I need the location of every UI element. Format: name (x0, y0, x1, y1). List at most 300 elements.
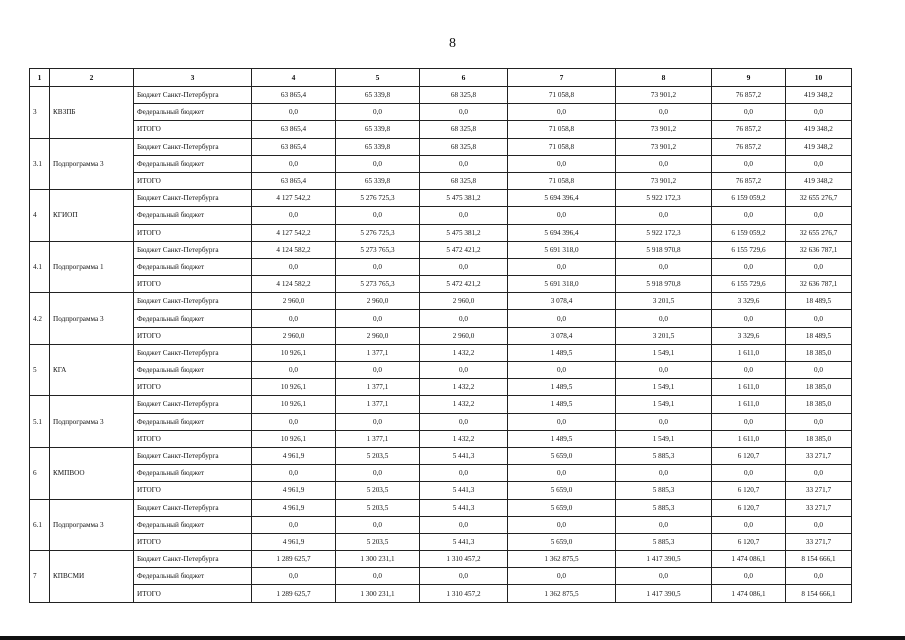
table-row (30, 482, 852, 499)
total-value-cell: 8 154 666,1 (786, 585, 852, 602)
value-cell: 1 432,2 (420, 344, 508, 361)
value-cell: 0,0 (252, 568, 336, 585)
value-cell: 0,0 (508, 413, 616, 430)
funding-source: ИТОГО (134, 276, 252, 293)
value-cell: 0,0 (508, 104, 616, 121)
value-cell: 0,0 (252, 465, 336, 482)
funding-source: ИТОГО (134, 121, 252, 138)
total-value-cell: 0,0 (786, 362, 852, 379)
total-value-cell: 0,0 (786, 104, 852, 121)
value-cell: 0,0 (420, 104, 508, 121)
value-cell: 0,0 (420, 258, 508, 275)
executor-name: Подпрограмма 3 (50, 138, 134, 190)
total-value-cell: 419 348,2 (786, 138, 852, 155)
table-row (30, 190, 852, 207)
table-row (30, 396, 852, 413)
value-cell: 0,0 (420, 310, 508, 327)
funding-source: Федеральный бюджет (134, 310, 252, 327)
value-cell: 5 918 970,8 (616, 276, 712, 293)
value-cell: 1 611,0 (712, 430, 786, 447)
funding-source: Бюджет Санкт-Петербурга (134, 138, 252, 155)
value-cell: 1 417 390,5 (616, 551, 712, 568)
value-cell: 63 865,4 (252, 138, 336, 155)
executor-name: КПВСМИ (50, 551, 134, 603)
value-cell: 5 276 725,3 (336, 190, 420, 207)
value-cell: 1 300 231,1 (336, 585, 420, 602)
table-row (30, 155, 852, 172)
total-value-cell: 33 271,7 (786, 482, 852, 499)
executor-name: КГИОП (50, 190, 134, 242)
value-cell: 4 961,9 (252, 499, 336, 516)
table-row (30, 276, 852, 293)
value-cell: 3 329,6 (712, 327, 786, 344)
total-value-cell: 32 636 787,1 (786, 276, 852, 293)
funding-source: Бюджет Санкт-Петербурга (134, 241, 252, 258)
executor-name: КГА (50, 344, 134, 396)
table-row (30, 138, 852, 155)
table-row (30, 379, 852, 396)
value-cell: 0,0 (252, 104, 336, 121)
value-cell: 1 549,1 (616, 344, 712, 361)
value-cell: 3 201,5 (616, 293, 712, 310)
funding-source: ИТОГО (134, 379, 252, 396)
value-cell: 0,0 (336, 413, 420, 430)
funding-source: ИТОГО (134, 172, 252, 189)
value-cell: 0,0 (508, 465, 616, 482)
value-cell: 6 120,7 (712, 499, 786, 516)
value-cell: 65 339,8 (336, 138, 420, 155)
value-cell: 63 865,4 (252, 121, 336, 138)
value-cell: 73 901,2 (616, 138, 712, 155)
value-cell: 0,0 (252, 362, 336, 379)
table-row (30, 224, 852, 241)
value-cell: 5 441,3 (420, 447, 508, 464)
total-value-cell: 33 271,7 (786, 499, 852, 516)
item-number: 6 (30, 447, 50, 499)
value-cell: 73 901,2 (616, 121, 712, 138)
value-cell: 5 922 172,3 (616, 224, 712, 241)
value-cell: 6 120,7 (712, 447, 786, 464)
table-row (30, 465, 852, 482)
funding-source: Бюджет Санкт-Петербурга (134, 396, 252, 413)
item-number: 5.1 (30, 396, 50, 448)
value-cell: 2 960,0 (336, 327, 420, 344)
value-cell: 0,0 (508, 258, 616, 275)
item-number: 4.1 (30, 241, 50, 293)
table-row (30, 241, 852, 258)
value-cell: 6 120,7 (712, 533, 786, 550)
value-cell: 3 078,4 (508, 327, 616, 344)
funding-source: ИТОГО (134, 430, 252, 447)
value-cell: 4 961,9 (252, 447, 336, 464)
column-header-4: 4 (252, 69, 336, 87)
value-cell: 1 611,0 (712, 344, 786, 361)
total-value-cell: 18 385,0 (786, 430, 852, 447)
value-cell: 0,0 (252, 207, 336, 224)
table-row (30, 121, 852, 138)
value-cell: 0,0 (616, 207, 712, 224)
value-cell: 0,0 (336, 362, 420, 379)
value-cell: 65 339,8 (336, 87, 420, 104)
value-cell: 5 659,0 (508, 447, 616, 464)
value-cell: 4 127 542,2 (252, 190, 336, 207)
funding-source: Федеральный бюджет (134, 258, 252, 275)
value-cell: 0,0 (420, 568, 508, 585)
value-cell: 0,0 (336, 258, 420, 275)
value-cell: 3 078,4 (508, 293, 616, 310)
value-cell: 5 691 318,0 (508, 276, 616, 293)
value-cell: 0,0 (616, 155, 712, 172)
header-row (30, 69, 852, 87)
value-cell: 3 201,5 (616, 327, 712, 344)
value-cell: 6 120,7 (712, 482, 786, 499)
value-cell: 5 441,3 (420, 499, 508, 516)
value-cell: 5 472 421,2 (420, 241, 508, 258)
value-cell: 5 691 318,0 (508, 241, 616, 258)
page-bottom-edge (0, 636, 905, 640)
value-cell: 1 489,5 (508, 344, 616, 361)
column-header-2: 2 (50, 69, 134, 87)
value-cell: 0,0 (616, 413, 712, 430)
value-cell: 0,0 (252, 413, 336, 430)
column-header-8: 8 (616, 69, 712, 87)
value-cell: 0,0 (712, 568, 786, 585)
funding-source: Федеральный бюджет (134, 104, 252, 121)
value-cell: 1 377,1 (336, 430, 420, 447)
total-value-cell: 419 348,2 (786, 172, 852, 189)
value-cell: 0,0 (252, 516, 336, 533)
value-cell: 0,0 (420, 207, 508, 224)
total-value-cell: 18 385,0 (786, 344, 852, 361)
column-header-10: 10 (786, 69, 852, 87)
value-cell: 10 926,1 (252, 430, 336, 447)
table-row (30, 293, 852, 310)
total-value-cell: 0,0 (786, 207, 852, 224)
value-cell: 4 124 582,2 (252, 241, 336, 258)
value-cell: 5 885,3 (616, 499, 712, 516)
value-cell: 1 489,5 (508, 396, 616, 413)
value-cell: 0,0 (712, 104, 786, 121)
value-cell: 0,0 (712, 155, 786, 172)
value-cell: 5 885,3 (616, 447, 712, 464)
value-cell: 0,0 (336, 155, 420, 172)
value-cell: 5 203,5 (336, 482, 420, 499)
value-cell: 73 901,2 (616, 87, 712, 104)
value-cell: 5 918 970,8 (616, 241, 712, 258)
value-cell: 1 300 231,1 (336, 551, 420, 568)
table-row (30, 258, 852, 275)
total-value-cell: 0,0 (786, 310, 852, 327)
total-value-cell: 18 385,0 (786, 396, 852, 413)
value-cell: 5 475 381,2 (420, 224, 508, 241)
value-cell: 5 922 172,3 (616, 190, 712, 207)
value-cell: 0,0 (336, 310, 420, 327)
value-cell: 0,0 (712, 516, 786, 533)
item-number: 4.2 (30, 293, 50, 345)
value-cell: 1 310 457,2 (420, 585, 508, 602)
value-cell: 5 475 381,2 (420, 190, 508, 207)
value-cell: 2 960,0 (336, 293, 420, 310)
value-cell: 0,0 (712, 413, 786, 430)
page-number: 8 (449, 36, 456, 51)
value-cell: 1 377,1 (336, 379, 420, 396)
value-cell: 63 865,4 (252, 87, 336, 104)
value-cell: 0,0 (508, 310, 616, 327)
value-cell: 1 362 875,5 (508, 585, 616, 602)
total-value-cell: 33 271,7 (786, 533, 852, 550)
value-cell: 0,0 (616, 465, 712, 482)
value-cell: 4 124 582,2 (252, 276, 336, 293)
table-row (30, 207, 852, 224)
value-cell: 71 058,8 (508, 87, 616, 104)
executor-name: Подпрограмма 3 (50, 499, 134, 551)
item-number: 7 (30, 551, 50, 603)
value-cell: 76 857,2 (712, 121, 786, 138)
value-cell: 1 611,0 (712, 396, 786, 413)
value-cell: 4 127 542,2 (252, 224, 336, 241)
total-value-cell: 18 489,5 (786, 293, 852, 310)
value-cell: 1 611,0 (712, 379, 786, 396)
column-header-6: 6 (420, 69, 508, 87)
value-cell: 76 857,2 (712, 87, 786, 104)
value-cell: 1 489,5 (508, 430, 616, 447)
value-cell: 0,0 (252, 155, 336, 172)
value-cell: 5 441,3 (420, 533, 508, 550)
value-cell: 2 960,0 (252, 293, 336, 310)
funding-source: Федеральный бюджет (134, 413, 252, 430)
table-row (30, 327, 852, 344)
table-row (30, 104, 852, 121)
value-cell: 0,0 (336, 104, 420, 121)
funding-source: ИТОГО (134, 482, 252, 499)
value-cell: 0,0 (336, 516, 420, 533)
total-value-cell: 0,0 (786, 516, 852, 533)
value-cell: 0,0 (420, 362, 508, 379)
executor-name: КВЗПБ (50, 87, 134, 139)
value-cell: 0,0 (252, 310, 336, 327)
value-cell: 0,0 (712, 207, 786, 224)
value-cell: 76 857,2 (712, 172, 786, 189)
funding-source: ИТОГО (134, 533, 252, 550)
value-cell: 5 273 765,3 (336, 276, 420, 293)
value-cell: 5 659,0 (508, 533, 616, 550)
total-value-cell: 18 489,5 (786, 327, 852, 344)
value-cell: 1 432,2 (420, 379, 508, 396)
value-cell: 5 203,5 (336, 447, 420, 464)
value-cell: 68 325,8 (420, 138, 508, 155)
item-number: 5 (30, 344, 50, 396)
value-cell: 6 155 729,6 (712, 241, 786, 258)
total-value-cell: 419 348,2 (786, 121, 852, 138)
table-row (30, 430, 852, 447)
table-row (30, 362, 852, 379)
value-cell: 0,0 (336, 568, 420, 585)
value-cell: 0,0 (508, 516, 616, 533)
value-cell: 0,0 (616, 104, 712, 121)
budget-table (29, 68, 852, 603)
value-cell: 68 325,8 (420, 87, 508, 104)
value-cell: 5 203,5 (336, 533, 420, 550)
value-cell: 0,0 (712, 310, 786, 327)
value-cell: 6 159 059,2 (712, 190, 786, 207)
funding-source: Бюджет Санкт-Петербурга (134, 499, 252, 516)
value-cell: 0,0 (336, 207, 420, 224)
value-cell: 6 159 059,2 (712, 224, 786, 241)
value-cell: 0,0 (508, 568, 616, 585)
column-header-5: 5 (336, 69, 420, 87)
value-cell: 0,0 (420, 465, 508, 482)
funding-source: ИТОГО (134, 585, 252, 602)
value-cell: 0,0 (712, 465, 786, 482)
value-cell: 5 472 421,2 (420, 276, 508, 293)
funding-source: Федеральный бюджет (134, 568, 252, 585)
value-cell: 1 310 457,2 (420, 551, 508, 568)
value-cell: 0,0 (420, 413, 508, 430)
table-row (30, 551, 852, 568)
table-row (30, 585, 852, 602)
funding-source: Бюджет Санкт-Петербурга (134, 293, 252, 310)
value-cell: 10 926,1 (252, 379, 336, 396)
value-cell: 76 857,2 (712, 138, 786, 155)
column-header-3: 3 (134, 69, 252, 87)
value-cell: 4 961,9 (252, 533, 336, 550)
value-cell: 65 339,8 (336, 121, 420, 138)
funding-source: ИТОГО (134, 224, 252, 241)
funding-source: Бюджет Санкт-Петербурга (134, 344, 252, 361)
funding-source: Федеральный бюджет (134, 516, 252, 533)
value-cell: 0,0 (252, 258, 336, 275)
table-row (30, 499, 852, 516)
value-cell: 5 885,3 (616, 482, 712, 499)
value-cell: 71 058,8 (508, 138, 616, 155)
total-value-cell: 0,0 (786, 465, 852, 482)
item-number: 3 (30, 87, 50, 139)
value-cell: 5 441,3 (420, 482, 508, 499)
value-cell: 0,0 (420, 155, 508, 172)
item-number: 6.1 (30, 499, 50, 551)
value-cell: 0,0 (420, 516, 508, 533)
funding-source: Бюджет Санкт-Петербурга (134, 447, 252, 464)
value-cell: 6 155 729,6 (712, 276, 786, 293)
table-row (30, 533, 852, 550)
value-cell: 0,0 (508, 155, 616, 172)
funding-source: Федеральный бюджет (134, 207, 252, 224)
value-cell: 0,0 (336, 465, 420, 482)
total-value-cell: 0,0 (786, 155, 852, 172)
value-cell: 1 549,1 (616, 379, 712, 396)
funding-source: Федеральный бюджет (134, 155, 252, 172)
value-cell: 5 694 396,4 (508, 190, 616, 207)
total-value-cell: 0,0 (786, 258, 852, 275)
value-cell: 0,0 (712, 362, 786, 379)
executor-name: Подпрограмма 3 (50, 293, 134, 345)
value-cell: 5 659,0 (508, 499, 616, 516)
table-row (30, 413, 852, 430)
value-cell: 2 960,0 (420, 327, 508, 344)
funding-source: Бюджет Санкт-Петербурга (134, 190, 252, 207)
table-row (30, 568, 852, 585)
value-cell: 5 273 765,3 (336, 241, 420, 258)
table-row (30, 87, 852, 104)
value-cell: 1 289 625,7 (252, 585, 336, 602)
total-value-cell: 18 385,0 (786, 379, 852, 396)
funding-source: Бюджет Санкт-Петербурга (134, 87, 252, 104)
value-cell: 1 549,1 (616, 430, 712, 447)
value-cell: 4 961,9 (252, 482, 336, 499)
table-row (30, 172, 852, 189)
table-row (30, 516, 852, 533)
value-cell: 71 058,8 (508, 121, 616, 138)
total-value-cell: 32 655 276,7 (786, 190, 852, 207)
value-cell: 1 289 625,7 (252, 551, 336, 568)
value-cell: 1 377,1 (336, 344, 420, 361)
table-body (30, 87, 852, 603)
value-cell: 1 377,1 (336, 396, 420, 413)
value-cell: 0,0 (616, 310, 712, 327)
value-cell: 2 960,0 (252, 327, 336, 344)
total-value-cell: 8 154 666,1 (786, 551, 852, 568)
column-header-7: 7 (508, 69, 616, 87)
value-cell: 68 325,8 (420, 121, 508, 138)
value-cell: 0,0 (508, 207, 616, 224)
item-number: 3.1 (30, 138, 50, 190)
item-number: 4 (30, 190, 50, 242)
value-cell: 1 417 390,5 (616, 585, 712, 602)
value-cell: 0,0 (712, 258, 786, 275)
value-cell: 73 901,2 (616, 172, 712, 189)
value-cell: 0,0 (616, 258, 712, 275)
table-row (30, 310, 852, 327)
value-cell: 68 325,8 (420, 172, 508, 189)
table-row (30, 447, 852, 464)
value-cell: 0,0 (616, 362, 712, 379)
value-cell: 65 339,8 (336, 172, 420, 189)
value-cell: 0,0 (508, 362, 616, 379)
funding-source: Федеральный бюджет (134, 362, 252, 379)
total-value-cell: 419 348,2 (786, 87, 852, 104)
value-cell: 0,0 (616, 568, 712, 585)
value-cell: 5 203,5 (336, 499, 420, 516)
total-value-cell: 0,0 (786, 413, 852, 430)
value-cell: 5 885,3 (616, 533, 712, 550)
executor-name: Подпрограмма 1 (50, 241, 134, 293)
value-cell: 63 865,4 (252, 172, 336, 189)
value-cell: 5 276 725,3 (336, 224, 420, 241)
funding-source: Бюджет Санкт-Петербурга (134, 551, 252, 568)
value-cell: 71 058,8 (508, 172, 616, 189)
table-row (30, 344, 852, 361)
column-header-1: 1 (30, 69, 50, 87)
funding-source: ИТОГО (134, 327, 252, 344)
total-value-cell: 33 271,7 (786, 447, 852, 464)
executor-name: КМПВОО (50, 447, 134, 499)
column-header-9: 9 (712, 69, 786, 87)
total-value-cell: 32 655 276,7 (786, 224, 852, 241)
value-cell: 3 329,6 (712, 293, 786, 310)
value-cell: 1 474 086,1 (712, 551, 786, 568)
total-value-cell: 32 636 787,1 (786, 241, 852, 258)
value-cell: 1 362 875,5 (508, 551, 616, 568)
value-cell: 1 432,2 (420, 430, 508, 447)
value-cell: 1 549,1 (616, 396, 712, 413)
value-cell: 1 489,5 (508, 379, 616, 396)
value-cell: 2 960,0 (420, 293, 508, 310)
total-value-cell: 0,0 (786, 568, 852, 585)
value-cell: 10 926,1 (252, 396, 336, 413)
value-cell: 5 659,0 (508, 482, 616, 499)
value-cell: 1 432,2 (420, 396, 508, 413)
value-cell: 1 474 086,1 (712, 585, 786, 602)
